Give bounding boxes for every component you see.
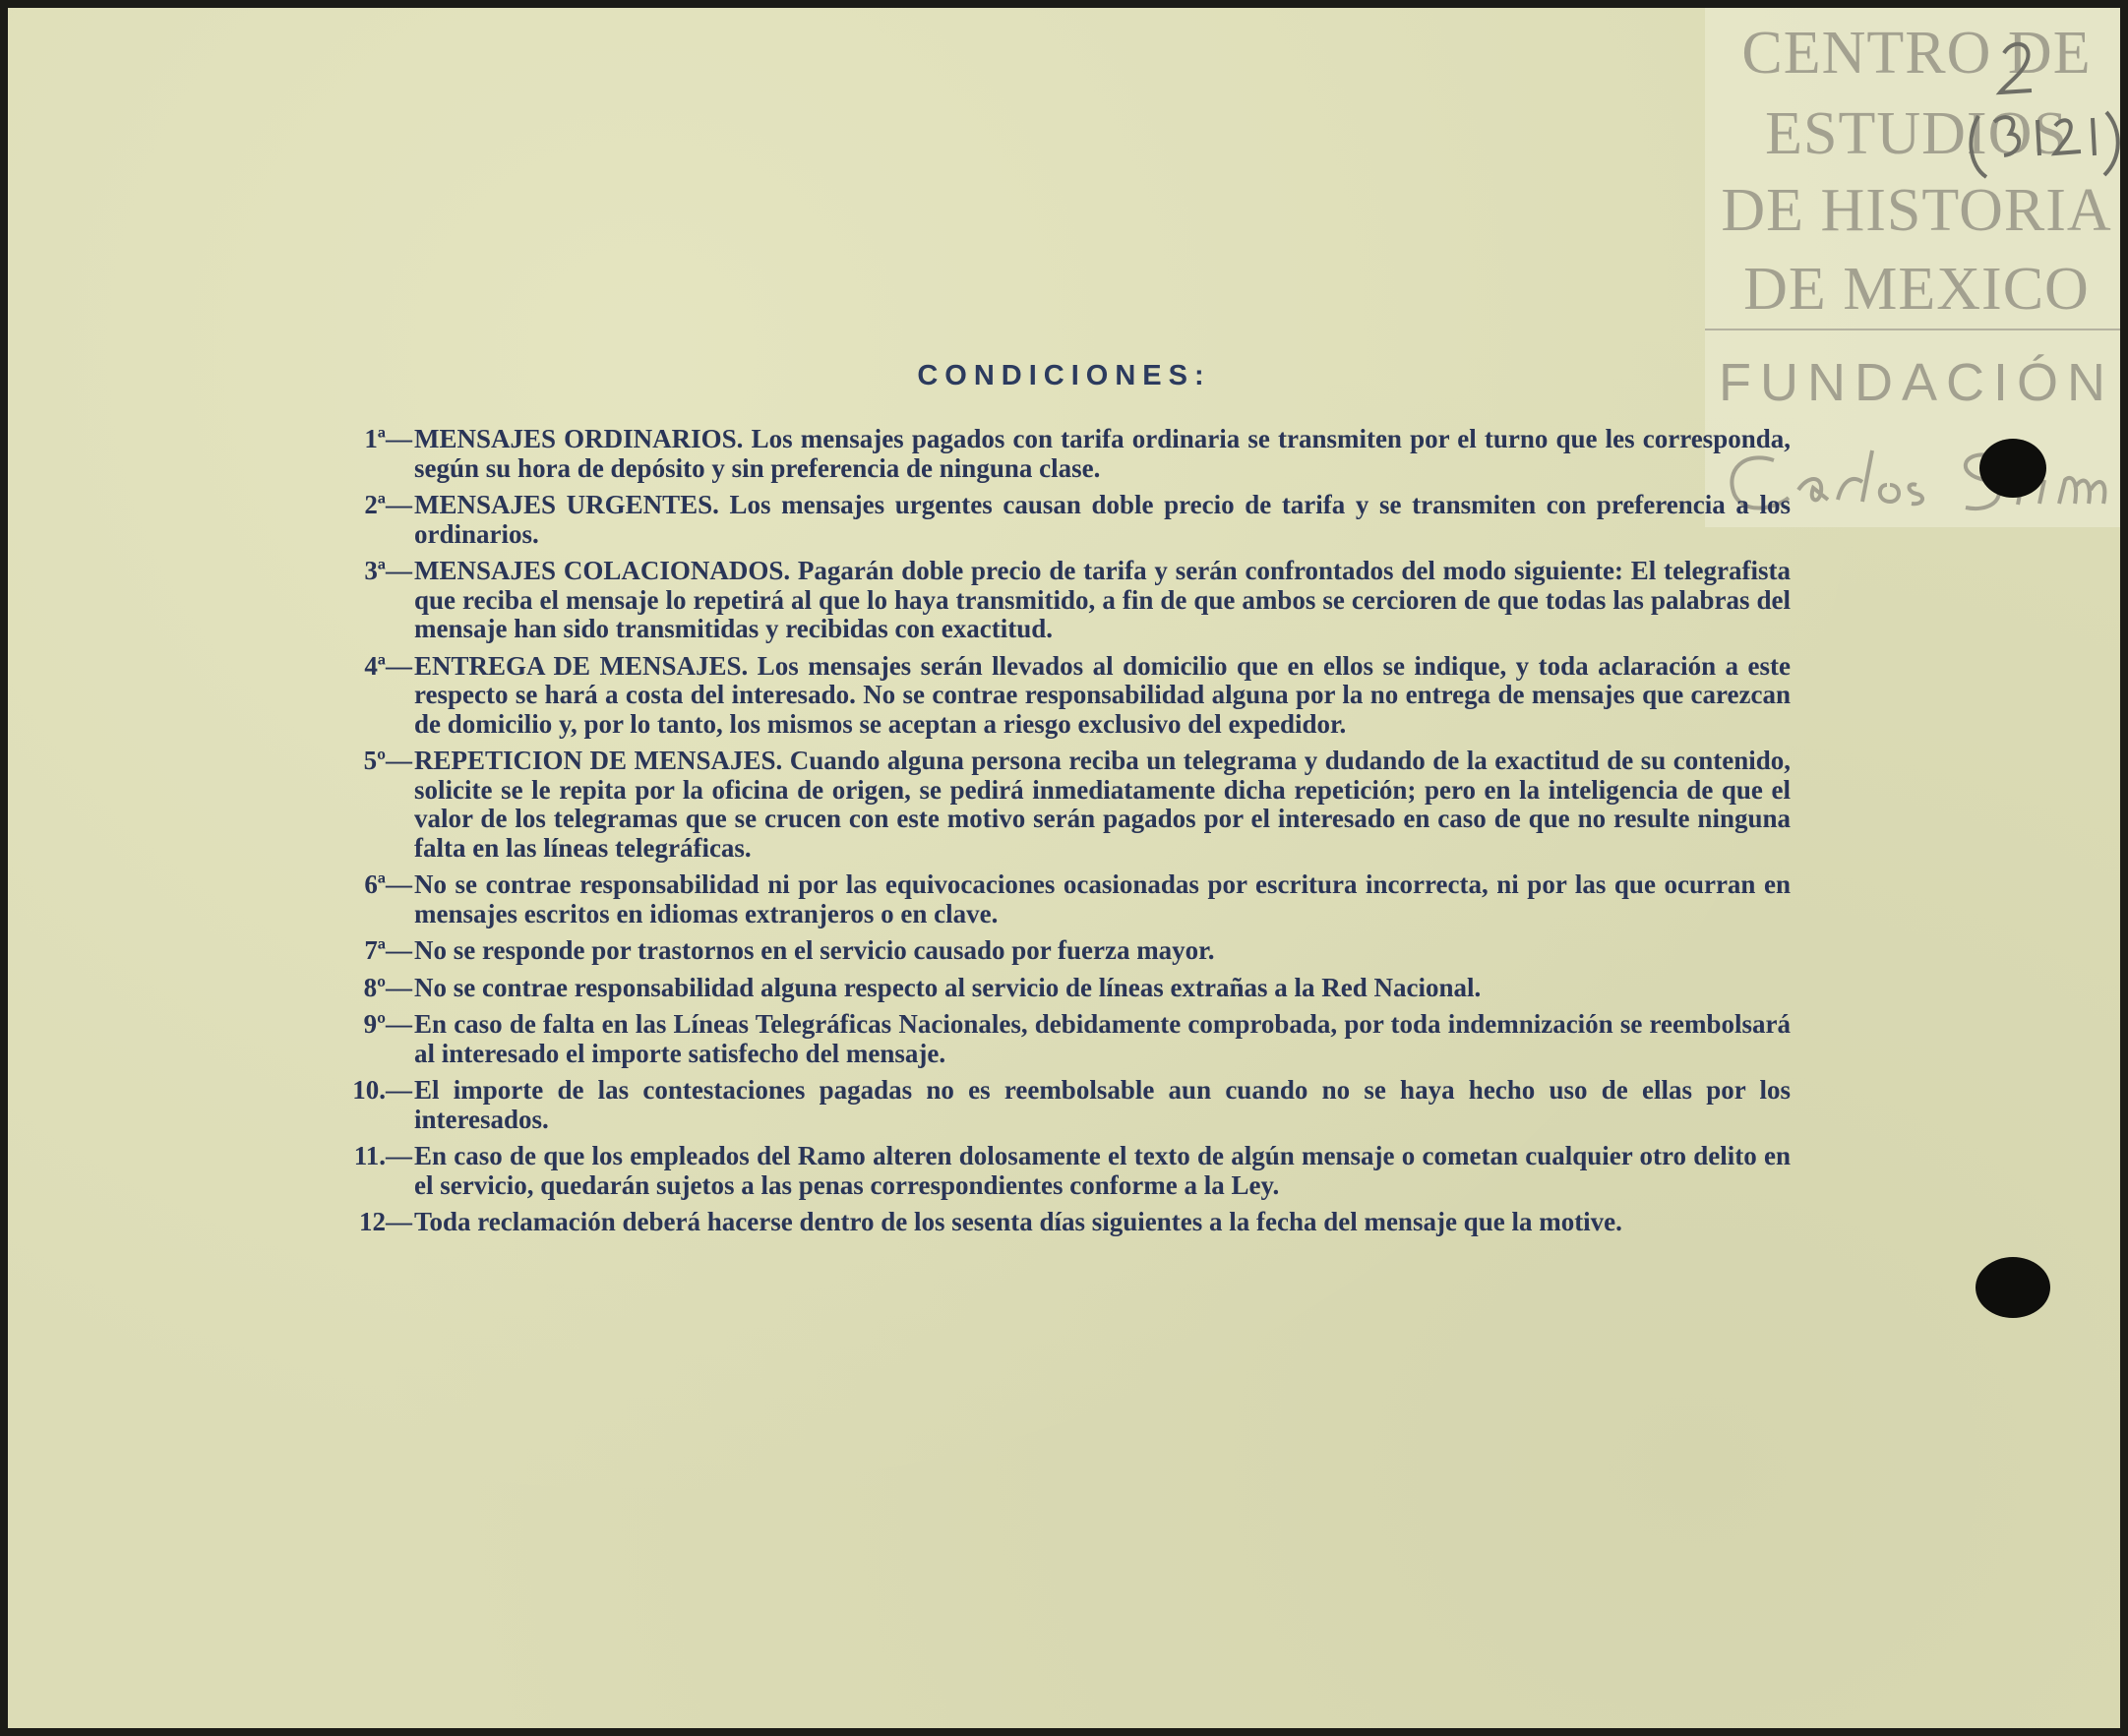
condition-number: 4ª— bbox=[364, 650, 412, 681]
condition-text: No se contrae responsabilidad alguna respecto al servicio de líneas extrañas a la Red Nacional. bbox=[414, 972, 1482, 1002]
condition-number: 11.— bbox=[353, 1141, 412, 1170]
condition-number: 2ª— bbox=[364, 490, 412, 519]
condition-item bbox=[328, 870, 1791, 928]
watermark-foundation: FUNDACIÓN bbox=[1719, 353, 2114, 412]
condition-item bbox=[328, 1142, 1791, 1200]
condition-number: 10.— bbox=[352, 1075, 412, 1105]
condition-item bbox=[328, 491, 1791, 549]
watermark-line-2: ESTUDIOS bbox=[1765, 100, 2068, 167]
condition-item bbox=[328, 974, 1791, 1003]
condition-text: MENSAJES ORDINARIOS. Los mensajes pagados con tarifa ordinaria se transmiten por el turno que les corresponda, según su hora de depósito y sin preferencia de ninguna clase. bbox=[414, 424, 1791, 483]
condition-item bbox=[328, 1010, 1791, 1068]
condition-item bbox=[328, 425, 1791, 483]
condition-text: No se contrae responsabilidad ni por las equivocaciones ocasionadas por escritura incorrecta, ni por las que ocurran en mensajes escritos en idiomas extranjeros o en clave. bbox=[414, 869, 1791, 928]
condition-text: En caso de que los empleados del Ramo alteren dolosamente el texto de algún mensaje o cometan cualquier otro delito en el servicio, quedarán sujetos a las penas correspondientes conforme a la Ley. bbox=[414, 1141, 1791, 1200]
watermark-divider bbox=[1705, 329, 2120, 330]
condition-text: El importe de las contestaciones pagadas no es reembolsable aun cuando no se haya hecho uso de ellas por los interesados. bbox=[414, 1075, 1791, 1134]
condition-number: 8º— bbox=[363, 972, 412, 1002]
condition-item bbox=[328, 936, 1791, 966]
condition-number: 1ª— bbox=[364, 424, 412, 453]
condition-number: 3ª— bbox=[364, 556, 412, 585]
condition-text: REPETICION DE MENSAJES. Cuando alguna persona reciba un telegrama y dudando de la exactitud de su contenido, solicite se le repita por la oficina de origen, se pedirá inmediatamente dicha repetición; pero en la inteligencia de que el valor de los telegramas que se crucen con este motivo serán pagados por el interesado en caso de que no resulte ninguna falta en las líneas telegráficas. bbox=[414, 746, 1791, 863]
watermark-line-1: CENTRO DE bbox=[1741, 20, 2092, 87]
condition-number: 12— bbox=[359, 1207, 412, 1236]
condition-number: 9º— bbox=[363, 1009, 412, 1039]
condition-item bbox=[328, 1076, 1791, 1134]
condition-text: No se responde por trastornos en el servicio causado por fuerza mayor. bbox=[414, 935, 1215, 965]
condition-number: 6ª— bbox=[364, 869, 412, 899]
conditions-list bbox=[328, 425, 1791, 1245]
condition-item bbox=[328, 747, 1791, 863]
condition-number: 5º— bbox=[363, 746, 412, 775]
condition-text: MENSAJES URGENTES. Los mensajes urgentes causan doble precio de tarifa y se transmiten con preferencia a los ordinarios. bbox=[414, 490, 1791, 549]
conditions-title: CONDICIONES: bbox=[917, 360, 1211, 391]
watermark-line-4: DE MEXICO bbox=[1743, 256, 2090, 323]
condition-item bbox=[328, 1208, 1791, 1237]
condition-text: Toda reclamación deberá hacerse dentro de los sesenta días siguientes a la fecha del mensaje que la motive. bbox=[414, 1207, 1622, 1236]
condition-text: En caso de falta en las Líneas Telegráficas Nacionales, debidamente comprobada, por toda indemnización se reembolsará al interesado el importe satisfecho del mensaje. bbox=[414, 1009, 1791, 1068]
condition-number: 7ª— bbox=[364, 935, 412, 965]
handwritten-page-number bbox=[1961, 28, 2120, 185]
punch-hole-top bbox=[1979, 439, 2046, 498]
condition-text: ENTREGA DE MENSAJES. Los mensajes serán llevados al domicilio que en ellos se indique, y toda aclaración a este respecto se hará a costa del interesado. No se contrae responsabilidad alguna por la no entrega de mensajes que carezcan de domicilio y, por lo tanto, los mismos se aceptan a riesgo exclusivo del expedidor. bbox=[414, 650, 1791, 739]
punch-hole-bottom bbox=[1976, 1257, 2050, 1318]
condition-item bbox=[328, 652, 1791, 740]
watermark-line-3: DE HISTORIA bbox=[1721, 177, 2112, 244]
condition-text: MENSAJES COLACIONADOS. Pagarán doble precio de tarifa y serán confrontados del modo siguiente: El telegrafista que reciba el mensaje lo repetirá al que lo haya transmitido, a fin de que ambos se cercioren de que todas las palabras del mensaje han sido transmitidas y recibidas con exactitud. bbox=[414, 556, 1791, 643]
condition-item bbox=[328, 557, 1791, 644]
document-sheet bbox=[8, 8, 2120, 1728]
